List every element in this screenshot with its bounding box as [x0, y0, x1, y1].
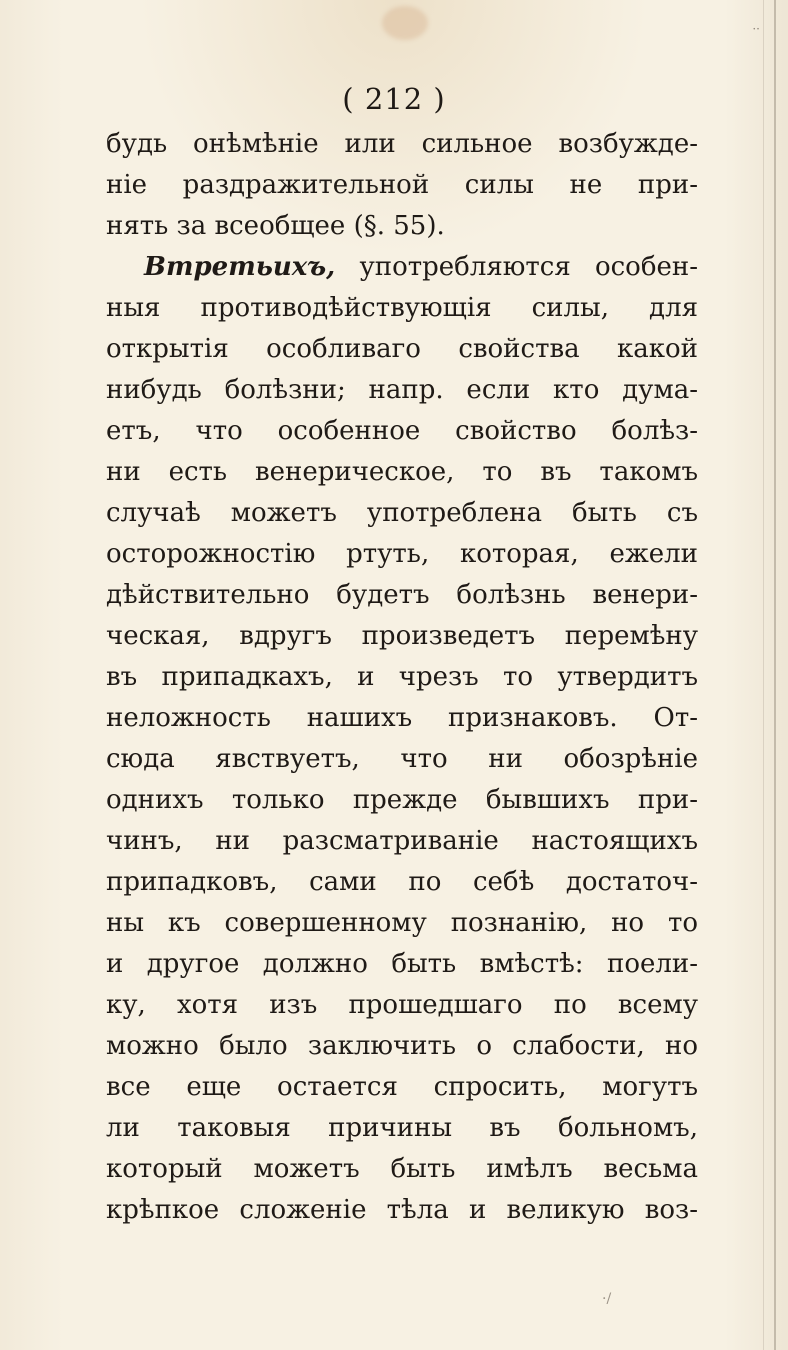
text-line-9: ни есть венерическое, то въ такомъ: [106, 457, 698, 487]
scan-mark: ·/: [602, 1291, 612, 1307]
text-line-24: все еще остается спросить, могутъ: [106, 1072, 698, 1102]
text-line-2: ніе раздражительной силы не при-: [106, 170, 698, 200]
text-line-8: етъ, что особенное свойство болѣз-: [106, 416, 698, 446]
text-line-12: дѣйствительно будетъ болѣзнь венери-: [106, 580, 698, 610]
text-line-18: чинъ, ни разсматриваніе настоящихъ: [106, 826, 698, 856]
text-line-19: припадковъ, сами по себѣ достаточ-: [106, 867, 698, 897]
text-line-7: нибудь болѣзни; напр. если кто дума-: [106, 375, 698, 405]
text-line-20: ны къ совершенному познанію, но то: [106, 908, 698, 938]
text-line-1: будь онѣмѣніе или сильное возбужде-: [106, 129, 698, 159]
text-line-15: неложность нашихъ признаковъ. От-: [106, 703, 698, 733]
text-line-25: ли таковыя причины въ больномъ,: [106, 1113, 698, 1143]
text-line-27: крѣпкое сложеніе тѣла и великую воз-: [106, 1195, 698, 1225]
text-line-14: въ припадкахъ, и чрезъ то утвердитъ: [106, 662, 698, 692]
paragraph-lead-word: Втретьихъ,: [144, 252, 336, 282]
text-line-26: который можетъ быть имѣлъ весьма: [106, 1154, 698, 1184]
text-line-6: открытія особливаго свойства какой: [106, 334, 698, 364]
page-edge-line: [774, 0, 776, 1350]
text-line-10: случаѣ можетъ употреблена быть съ: [106, 498, 698, 528]
text-line-23: можно было заключить о слабости, но: [106, 1031, 698, 1061]
body-text: [106, 124, 698, 1231]
paragraph-line-rest: употребляются особен-: [335, 252, 698, 282]
page-edge-line-secondary: [763, 0, 764, 1350]
text-line-4: [106, 247, 698, 288]
text-line-11: осторожностію ртуть, которая, ежели: [106, 539, 698, 569]
paper-stain: [382, 6, 428, 40]
text-line-17: однихъ только прежде бывшихъ при-: [106, 785, 698, 815]
text-line-21: и другое должно быть вмѣстѣ: поели-: [106, 949, 698, 979]
text-line-3: нять за всеобщее (§. 55).: [106, 211, 445, 241]
text-line-16: сюда явствуетъ, что ни обозрѣніе: [106, 744, 698, 774]
margin-mark: ··: [752, 22, 760, 36]
text-line-22: ку, хотя изъ прошедшаго по всему: [106, 990, 698, 1020]
text-line-13: ческая, вдругъ произведетъ перемѣну: [106, 621, 698, 651]
page-number: ( 212 ): [342, 82, 446, 116]
text-line-5: ныя противодѣйствующія силы, для: [106, 293, 698, 323]
